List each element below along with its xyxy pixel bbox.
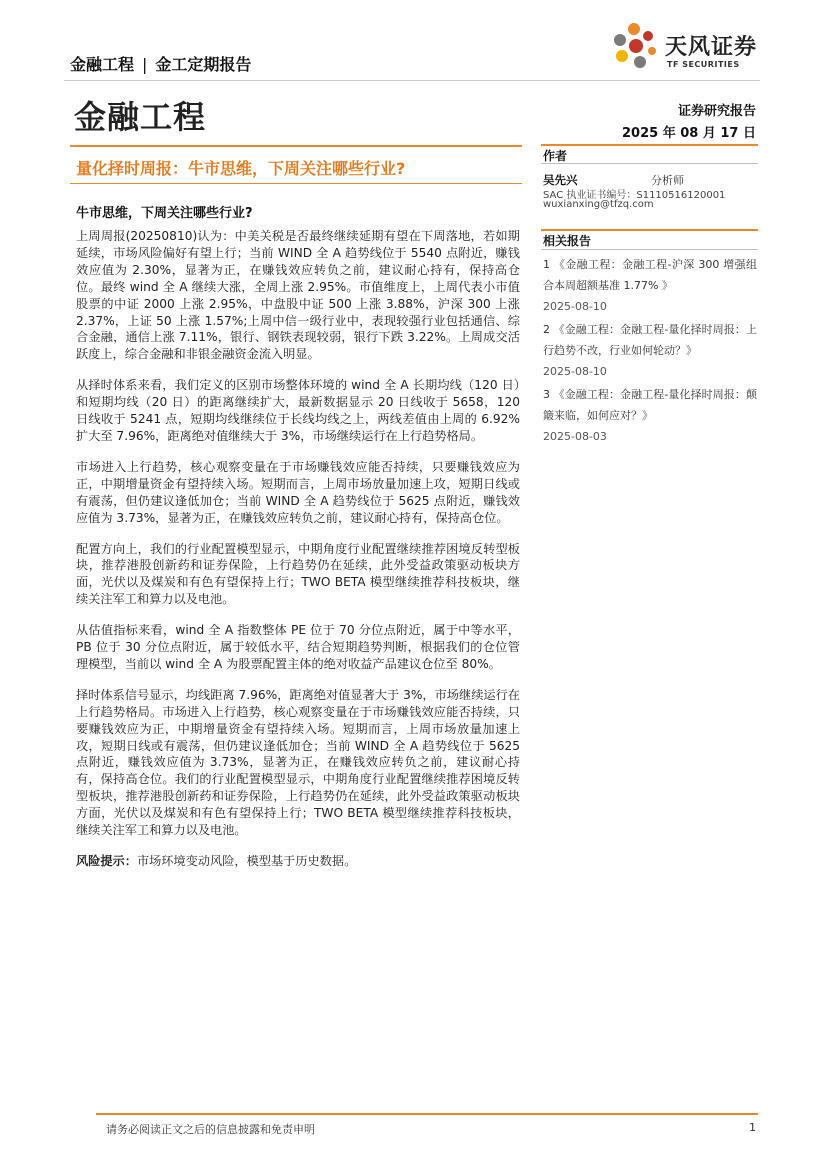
- body-paragraph-2: 从择时体系来看，我们定义的区别市场整体环境的 wind 全 A 长期均线（120 日）和短期均线（20 日）的距离继续扩大，最新数据显示 20 日线收于 5658，120 日线收于 5241 点，短期均线继续位于长线均线之上，两线差值由上周的 6.92%扩大至 7.96%，距离绝对值继续大于 3%，市场继续运行在上行趋势格局。: [76, 378, 520, 443]
- page-number: 1: [749, 1121, 756, 1134]
- report-type: 证券研究报告: [677, 104, 756, 119]
- header-category: 金融工程: [70, 55, 135, 74]
- related-report-2-date: 2025-08-10: [543, 365, 607, 378]
- risk-text: 市场环境变动风险，模型基于历史数据。: [136, 854, 357, 868]
- body-paragraph-6: 择时体系信号显示，均线距离 7.96%，距离绝对值显著大于 3%，市场继续运行在上行趋势格局。市场进入上行趋势，核心观察变量在于市场赚钱效应能否持续，只要赚钱效应为正，中期增量资金有望持续入场。短期而言，上周市场放量加速上攻，短期日线或有震荡，但仍建议逢低加仓；当前 WIND 全 A 趋势线位于 5625 点附近，赚钱效应值为 3.73%，显著为正，在赚钱效应转负之前，建议耐心持有，保持高仓位。我们的行业配置模型显示，中期角度行业配置继续推荐困境反转型板块，推荐港股创新药和证券保险，上行趋势仍在延续，此外受益政策驱动板块方面，光伏以及煤炭和有色有望保持上行；TWO BETA 模型继续推荐科技板块，继续关注军工和算力以及电池。: [76, 687, 520, 838]
- body-column: [76, 228, 520, 884]
- logo-name: 天风证券: [665, 35, 758, 60]
- related-label: 相关报告: [543, 234, 592, 248]
- related-reports-list: [543, 254, 757, 449]
- author-role: 分析师: [651, 174, 684, 187]
- author-label: 作者: [543, 149, 568, 163]
- author-label-rule: [541, 163, 758, 164]
- logo-dot-5: [616, 50, 628, 62]
- title-bottom-rule: [70, 183, 522, 184]
- risk-paragraph: [76, 853, 520, 870]
- logo-dot-1: [628, 23, 640, 35]
- related-report-1[interactable]: 1 《金融工程：金融工程-沪深 300 增强组合本周超额基准 1.77% 》: [543, 258, 757, 292]
- body-paragraph-1: 上周周报(20250810)认为：中美关税是否最终继续延期有望在下周落地，若如期延续，市场风险偏好有望上行；当前 WIND 全 A 趋势线位于 5540 点附近，赚钱效应值为 2.30%，显著为正，在赚钱效应转负之前，建议耐心持有，保持高仓位。最终 wind 全 A 继续大涨，全周上涨 2.95%。市值维度上，上周代表小市值股票的中证 2000 上涨 2.95%，中盘股中证 500 上涨 3.88%，沪深 300 上涨 2.37%，上证 50 上涨 1.57%;上周中信一级行业中，表现较强行业包括通信、综合金融，通信上涨 7.11%，银行、钢铁表现较弱，银行下跌 3.22%。上周成交活跃度上，综合金融和非银金融资金流入明显。: [76, 229, 520, 362]
- big-title: 金融工程: [74, 98, 207, 136]
- risk-label: 风险提示：: [76, 854, 137, 868]
- footer-rule: [96, 1113, 758, 1115]
- header-separator: |: [142, 55, 148, 74]
- related-report-3[interactable]: 3 《金融工程：金融工程-量化择时周报：颠簸来临，如何应对？》: [543, 388, 757, 422]
- logo-dot-4: [629, 39, 643, 53]
- logo-dot-7: [648, 47, 656, 55]
- related-report-3-date: 2025-08-03: [543, 430, 607, 443]
- report-date: 2025 年 08 月 17 日: [622, 126, 756, 141]
- tf-logo-mark: [608, 20, 660, 72]
- report-header: [70, 52, 251, 75]
- related-label-rule: [541, 249, 758, 250]
- author-email[interactable]: wuxianxing@tfzq.com: [543, 199, 654, 210]
- author-name: 吴先兴: [543, 173, 578, 187]
- logo-dot-3: [614, 34, 626, 46]
- section-heading: 牛市思维，下周关注哪些行业?: [76, 206, 253, 221]
- logo-sub: TF SECURITIES: [667, 60, 740, 69]
- related-report-1-date: 2025-08-10: [543, 300, 607, 313]
- header-rule: [64, 80, 760, 81]
- body-paragraph-5: 从估值指标来看，wind 全 A 指数整体 PE 位于 70 分位点附近，属于中等水平，PB 位于 30 分位点附近，属于较低水平，结合短期趋势判断，根据我们的仓位管理模型，当前以 wind 全 A 为股票配置主体的绝对收益产品建议仓位至 80%。: [76, 623, 520, 671]
- title-top-rule: [70, 145, 522, 147]
- logo-dot-2: [643, 31, 653, 41]
- related-report-2[interactable]: 2 《金融工程：金融工程-量化择时周报：上行趋势不改，行业如何轮动？》: [543, 323, 757, 357]
- footer-disclaimer: 请务必阅读正文之后的信息披露和免责申明: [106, 1123, 315, 1136]
- main-title: 量化择时周报：牛市思维，下周关注哪些行业?: [76, 159, 406, 178]
- body-paragraph-4: 配置方向上，我们的行业配置模型显示，中期角度行业配置继续推荐困境反转型板块，推荐港股创新药和证券保险，上行趋势仍在延续，此外受益政策驱动板块方面，光伏以及煤炭和有色有望保持上行；TWO BETA 模型继续推荐科技板块，继续关注军工和算力以及电池。: [76, 541, 520, 607]
- header-subcategory: 金工定期报告: [155, 55, 252, 74]
- author-sac: SAC 执业证书编号：S1110516120001: [543, 190, 726, 201]
- logo-dot-6: [634, 56, 646, 68]
- related-top-rule: [541, 229, 758, 231]
- body-paragraph-3: 市场进入上行趋势，核心观察变量在于市场赚钱效应能否持续，只要赚钱效应为正，中期增量资金有望持续入场。短期而言，上周市场放量加速上攻，短期日线或有震荡，但仍建议逢低加仓；当前 WIND 全 A 趋势线位于 5625 点附近，赚钱效应值为 3.73%，显著为正，在赚钱效应转负之前，建议耐心持有，保持高仓位。: [76, 459, 520, 525]
- sidebar-top-rule: [541, 144, 758, 146]
